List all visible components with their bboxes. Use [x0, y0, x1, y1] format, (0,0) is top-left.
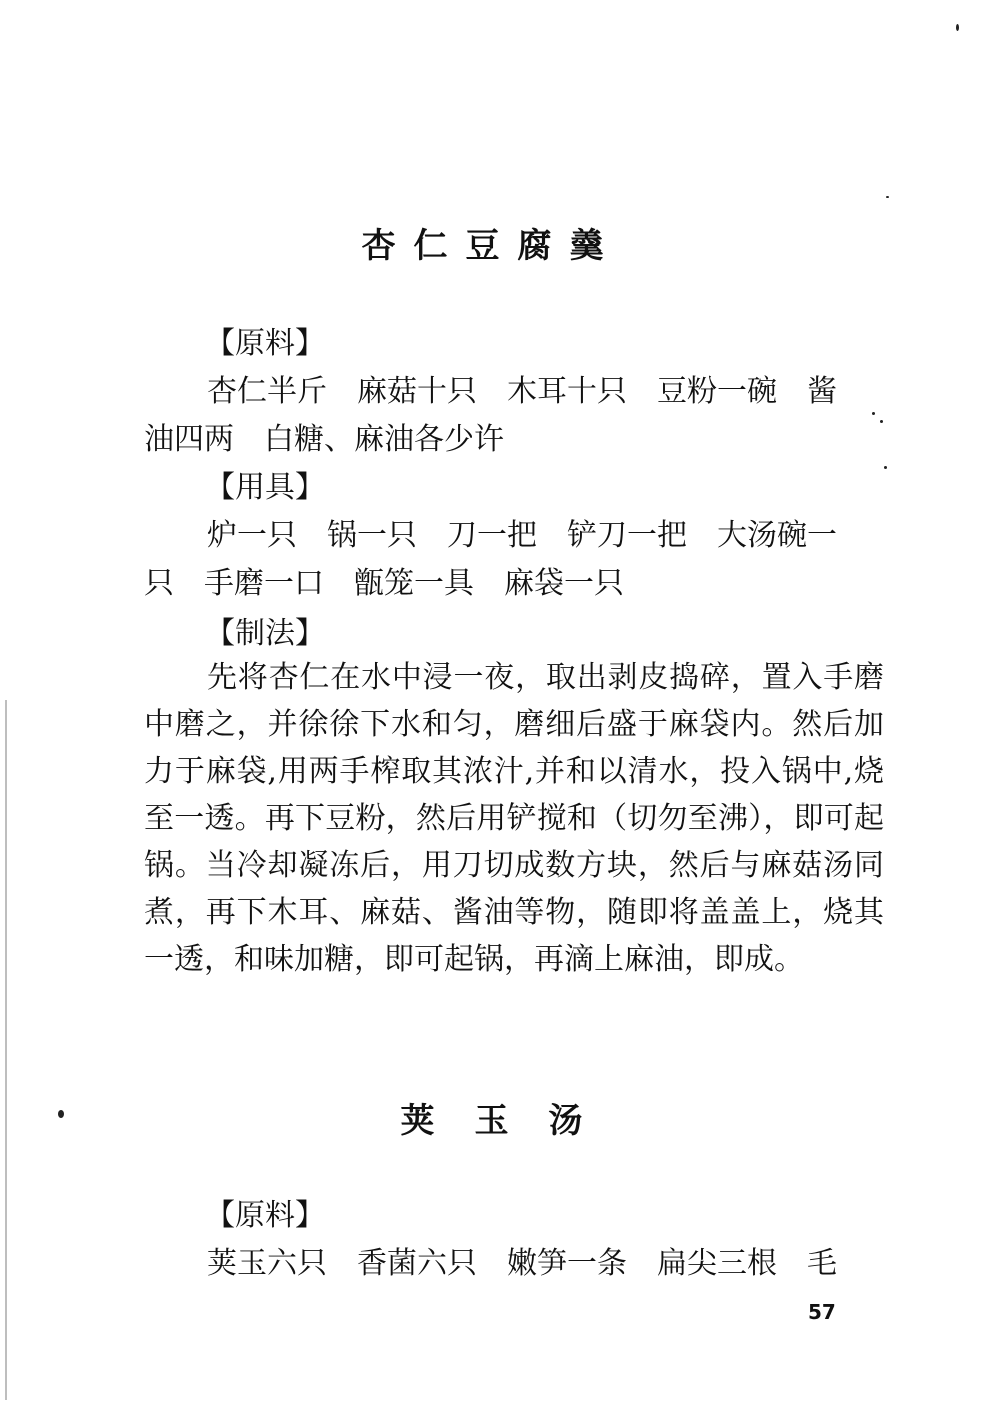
- method-label: 【制法】: [205, 616, 325, 651]
- recipe-title: 荚玉汤: [400, 1101, 623, 1141]
- method-paragraph: 先将杏仁在水中浸一夜，取出剥皮捣碎，置入手磨中磨之，并徐徐下水和匀，磨细后盛于麻袋内。然后加力于麻袋,用两手榨取其浓汁,并和以清水，投入锅中,烧至一透。再下豆粉，然后用铲搅和（切勿至沸），即可起锅。当冷却凝冻后，用刀切成数方块，然后与麻菇汤同煮，再下木耳、麻菇、酱油等物，随即将盖盖上，烧其一透，和味加糖，即可起锅，再滴上麻油，即成。: [144, 660, 884, 977]
- page-number: 57: [808, 1300, 836, 1324]
- scan-speck: [956, 24, 959, 31]
- ingredients-label: 【原料】: [205, 1198, 325, 1233]
- tools-line: 只 手磨一口 甑笼一具 麻袋一只: [144, 566, 624, 601]
- scan-speck: [884, 466, 887, 469]
- scan-edge-shadow: [5, 700, 7, 1400]
- tools-line: 炉一只 锅一只 刀一把 铲刀一把 大汤碗一: [207, 518, 837, 553]
- ingredients-line: 油四两 白糖、麻油各少许: [144, 422, 504, 457]
- tools-label: 【用具】: [205, 470, 325, 505]
- ingredients-line: 杏仁半斤 麻菇十只 木耳十只 豆粉一碗 酱: [207, 374, 837, 409]
- recipe-title: 杏仁豆腐羹: [361, 226, 622, 266]
- ingredients-line: 荚玉六只 香菌六只 嫩笋一条 扁尖三根 毛: [207, 1246, 837, 1281]
- scan-speck: [880, 420, 883, 423]
- ingredients-label: 【原料】: [205, 326, 325, 361]
- scan-speck: [886, 196, 889, 198]
- scan-speck: [872, 412, 875, 415]
- scan-speck: [58, 1110, 64, 1118]
